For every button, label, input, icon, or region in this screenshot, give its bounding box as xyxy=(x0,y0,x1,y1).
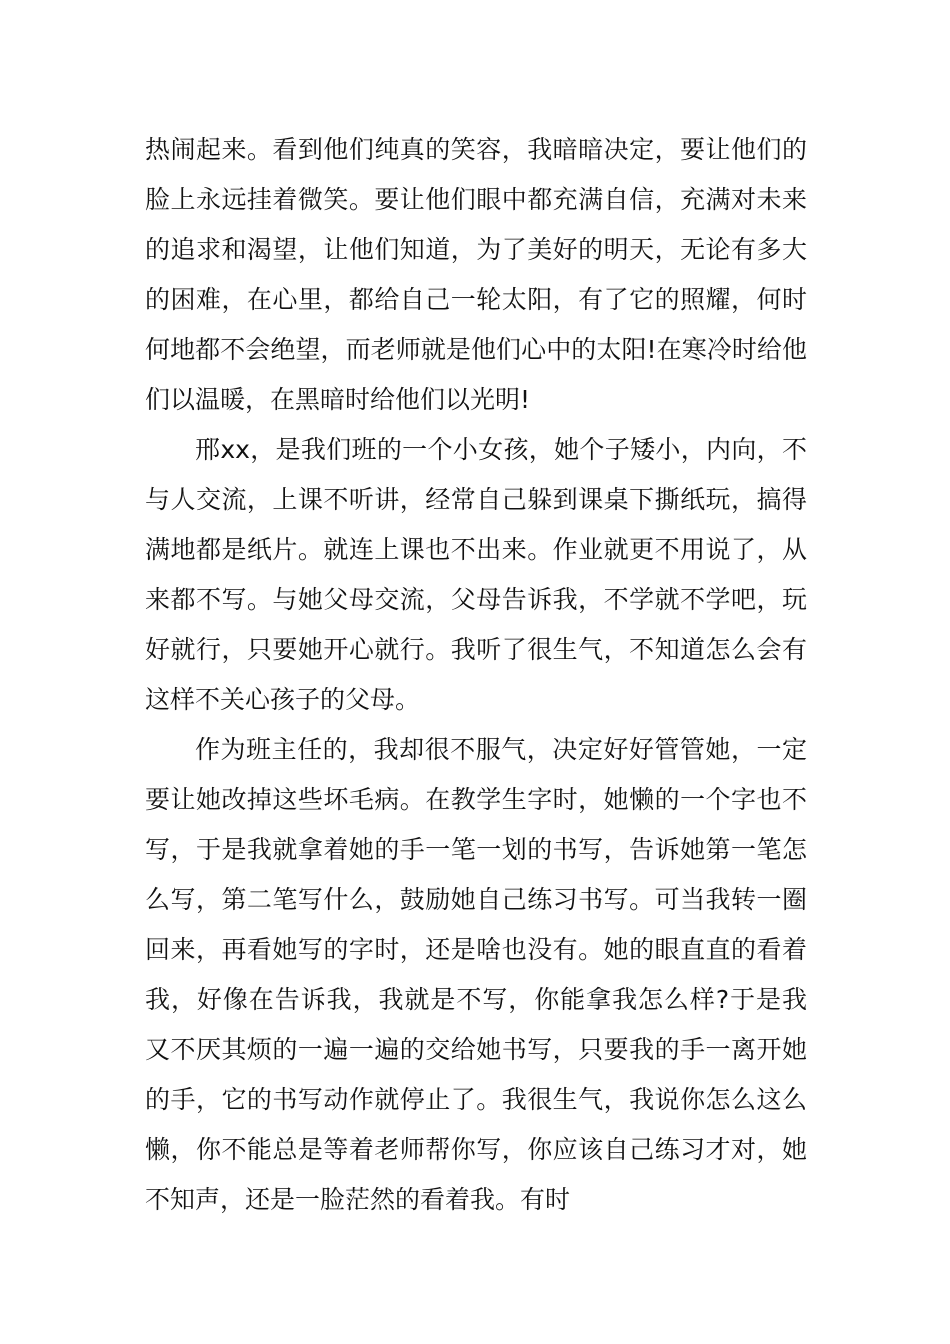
paragraph-2: 邢xx，是我们班的一个小女孩，她个子矮小，内向，不与人交流，上课不听讲，经常自己躲到课桌下撕纸玩，搞得满地都是纸片。就连上课也不出来。作业就更不用说了，从来都不写。与她父母交流，父母告诉我，不学就不学吧，玩好就行，只要她开心就行。我听了很生气，不知道怎么会有这样不关心孩子的父母。 xyxy=(145,435,807,714)
paragraph-3: 作为班主任的，我却很不服气，决定好好管管她，一定要让她改掉这些坏毛病。在教学生字时，她懒的一个字也不写，于是我就拿着她的手一笔一划的书写，告诉她第一笔怎么写，第二笔写什么，鼓励她自己练习书写。可当我转一圈回来，再看她写的字时，还是啥也没有。她的眼直直的看着我，好像在告诉我，我就是不写，你能拿我怎么样?于是我又不厌其烦的一遍一遍的交给她书写，只要我的手一离开她的手，它的书写动作就停止了。我很生气，我说你怎么这么懒，你不能总是等着老师帮你写，你应该自己练习才对，她不知声，还是一脸茫然的看着我。有时 xyxy=(145,735,807,1214)
paragraph-1: 热闹起来。看到他们纯真的笑容，我暗暗决定，要让他们的脸上永远挂着微笑。要让他们眼中都充满自信，充满对未来的追求和渴望，让他们知道，为了美好的明天，无论有多大的困难，在心里，都给自己一轮太阳，有了它的照耀，何时何地都不会绝望，而老师就是他们心中的太阳!在寒冷时给他们以温暖，在黑暗时给他们以光明! xyxy=(145,135,807,414)
document-body xyxy=(145,125,807,1225)
